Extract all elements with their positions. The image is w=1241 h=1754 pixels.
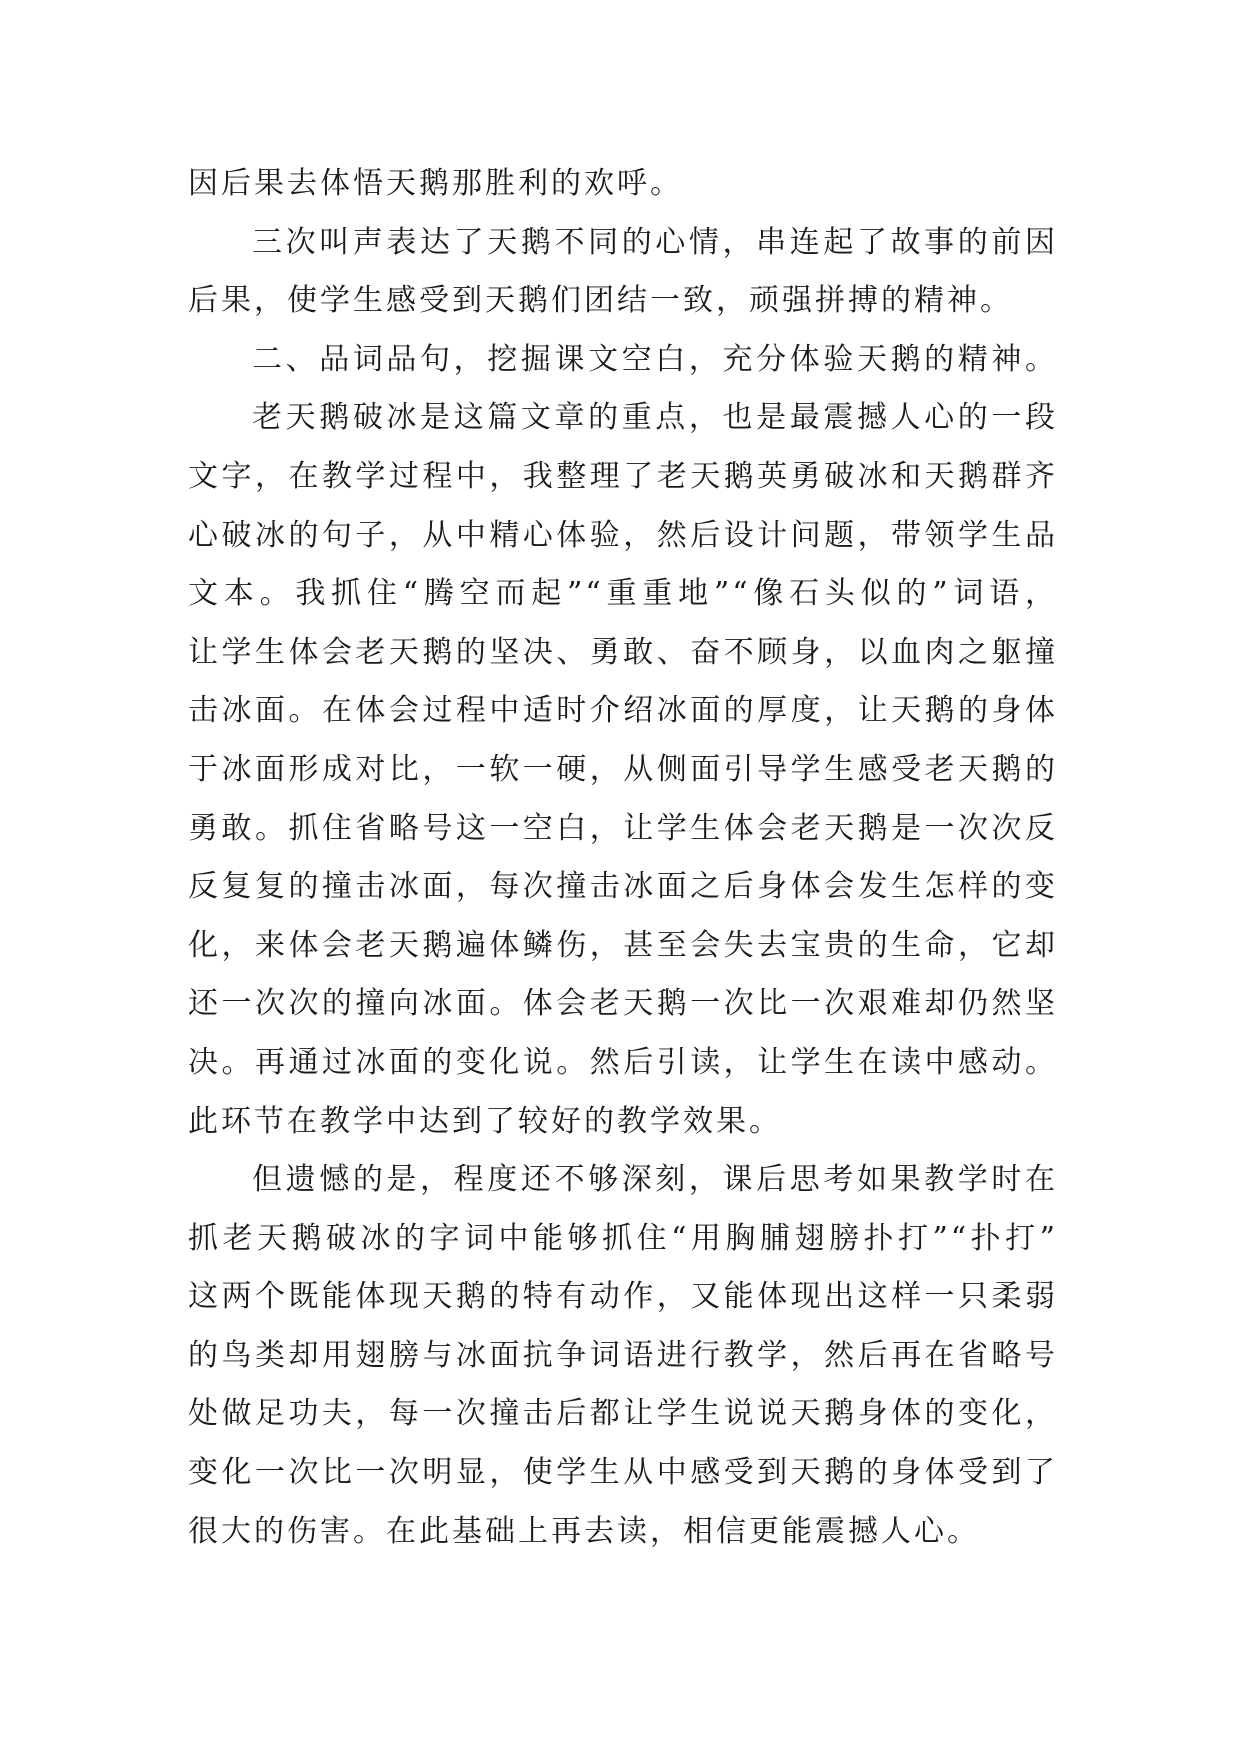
text-line: 决。再通过冰面的变化说。然后引读，让学生在读中感动。 (188, 1044, 1058, 1080)
text-line: 的鸟类却用翅膀与冰面抗争词语进行教学，然后再在省略号 (188, 1337, 1058, 1373)
text-line: 后果，使学生感受到天鹅们团结一致，顽强拼搏的精神。 (188, 283, 1013, 319)
text-line: 化，来体会老天鹅遍体鳞伤，甚至会失去宝贵的生命，它却 (188, 927, 1058, 963)
text-line: 文本。我抓住“腾空而起”“重重地”“像石头似的”词语， (188, 576, 1058, 612)
text-line: 变化一次比一次明显，使学生从中感受到天鹅的身体受到了 (188, 1455, 1058, 1491)
text-line: 抓老天鹅破冰的字词中能够抓住“用胸脯翅膀扑打”“扑打” (188, 1220, 1058, 1256)
text-line: 老天鹅破冰是这篇文章的重点，也是最震撼人心的一段 (252, 400, 1058, 436)
text-line: 很大的伤害。在此基础上再去读，相信更能震撼人心。 (188, 1513, 980, 1549)
text-line: 反复复的撞击冰面，每次撞击冰面之后身体会发生怎样的变 (188, 869, 1058, 905)
document-page (188, 155, 1058, 1561)
text-line: 因后果去体悟天鹅那胜利的欢呼。 (188, 166, 683, 201)
text-line: 处做足功夫，每一次撞击后都让学生说说天鹅身体的变化， (188, 1396, 1058, 1432)
text-line: 于冰面形成对比，一软一硬，从侧面引导学生感受老天鹅的 (188, 751, 1058, 787)
text-line: 三次叫声表达了天鹅不同的心情，串连起了故事的前因 (252, 224, 1058, 260)
text-line: 击冰面。在体会过程中适时介绍冰面的厚度，让天鹅的身体 (188, 693, 1058, 729)
text-line: 二、品词品句，挖掘课文空白，充分体验天鹅的精神。 (252, 341, 1058, 377)
text-line: 但遗憾的是，程度还不够深刻，课后思考如果教学时在 (252, 1162, 1058, 1198)
text-line: 让学生体会老天鹅的坚决、勇敢、奋不顾身，以血肉之躯撞 (188, 634, 1058, 670)
text-line: 心破冰的句子，从中精心体验，然后设计问题，带领学生品 (188, 517, 1058, 553)
text-line: 还一次次的撞向冰面。体会老天鹅一次比一次艰难却仍然坚 (188, 986, 1058, 1022)
text-line: 这两个既能体现天鹅的特有动作，又能体现出这样一只柔弱 (188, 1279, 1058, 1315)
text-line: 此环节在教学中达到了较好的教学效果。 (188, 1103, 782, 1139)
text-line: 文字，在教学过程中，我整理了老天鹅英勇破冰和天鹅群齐 (188, 458, 1058, 494)
text-line: 勇敢。抓住省略号这一空白，让学生体会老天鹅是一次次反 (188, 810, 1058, 846)
